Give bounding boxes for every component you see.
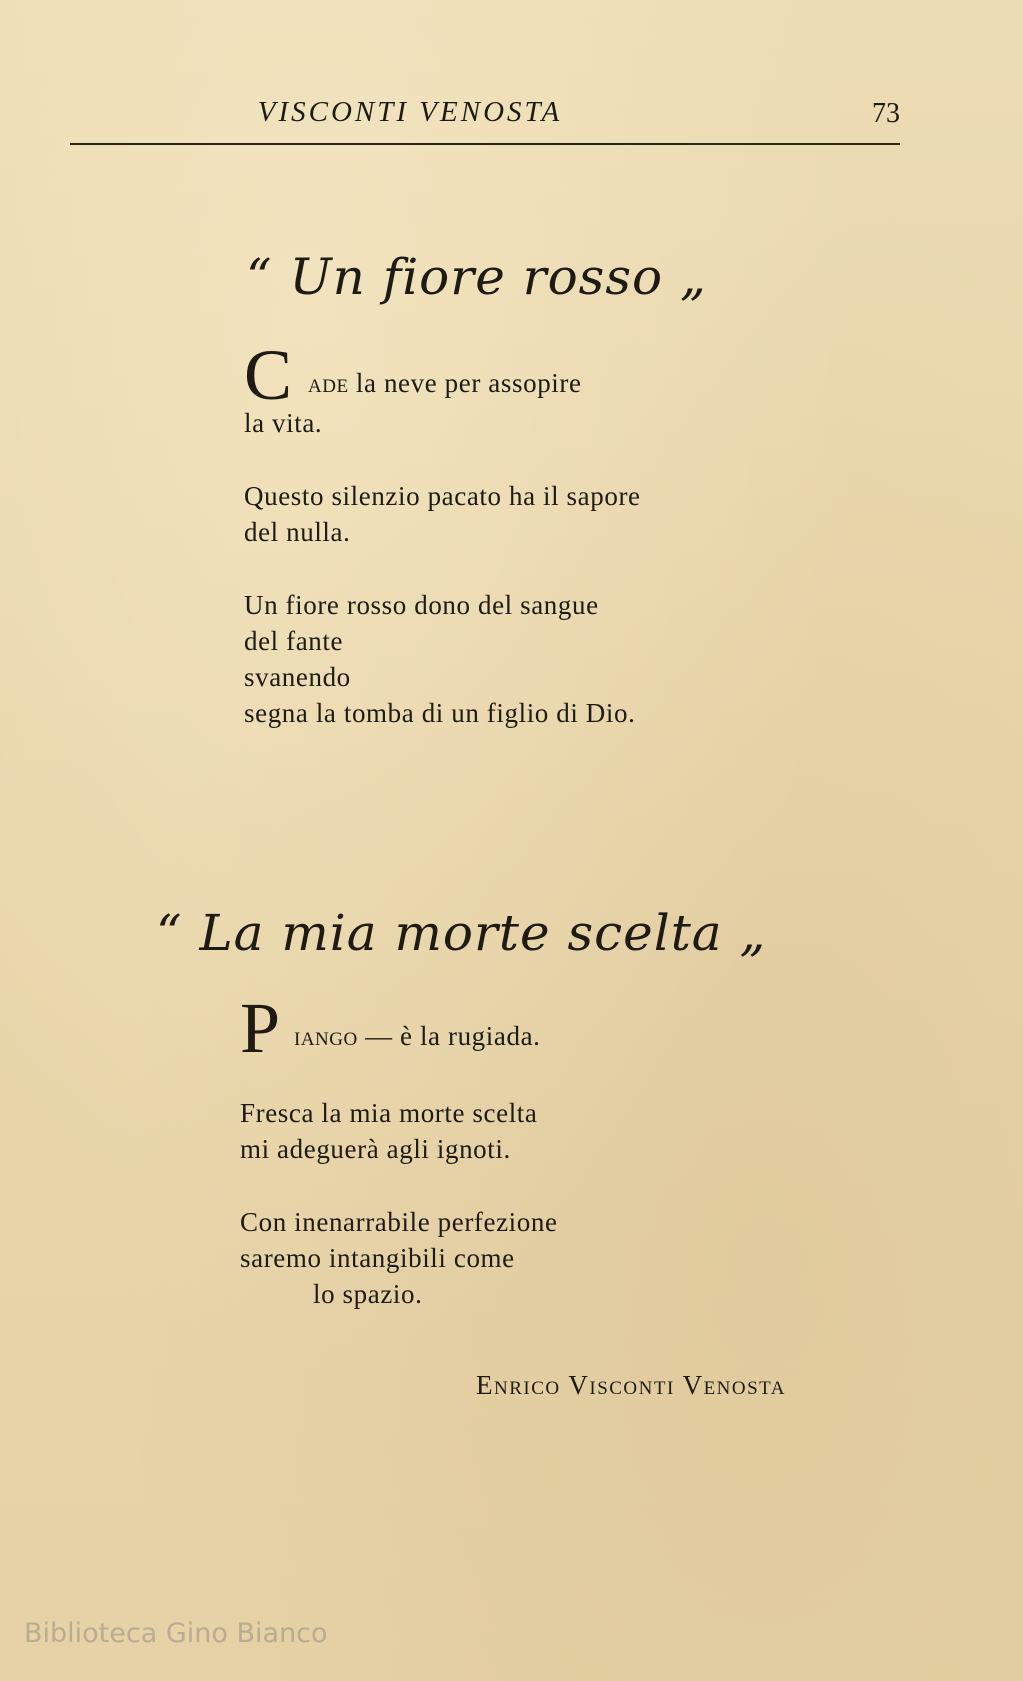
header-rule <box>70 143 900 145</box>
running-header <box>70 92 900 144</box>
verse-line: del fante <box>244 626 344 656</box>
verse-line: segna la tomba di un figlio di Dio. <box>244 698 636 728</box>
author-signature: Enrico Visconti Venosta <box>476 1370 786 1400</box>
running-title: VISCONTI VENOSTA <box>257 96 563 128</box>
first-word-smallcaps: iango <box>294 1021 358 1051</box>
stanza-break <box>244 550 641 587</box>
drop-cap: P <box>240 988 281 1068</box>
verse-line: svanendo <box>244 662 351 692</box>
first-line-rest: — è la rugiada. <box>357 1021 541 1051</box>
library-watermark: Biblioteca Gino Bianco <box>24 1618 328 1649</box>
stanza-break <box>240 1058 558 1095</box>
drop-cap: C <box>244 335 293 415</box>
poem-body-un-fiore-rosso <box>244 335 641 731</box>
verse-line: Un fiore rosso dono del sangue <box>244 590 599 620</box>
verse-line: Con inenarrabile perfezione <box>240 1207 558 1237</box>
first-line-text <box>308 365 582 401</box>
poem-title-la-mia-morte-scelta: “ La mia morte scelta „ <box>156 904 767 962</box>
poem-body-la-mia-morte-scelta <box>240 988 558 1312</box>
stanza-break <box>240 1167 558 1204</box>
poem-first-line <box>244 335 641 415</box>
stanza-break <box>244 441 641 478</box>
verse-line: Fresca la mia morte scelta <box>240 1098 538 1128</box>
verse-line: Questo silenzio pacato ha il sapore <box>244 481 641 511</box>
first-word-smallcaps: ade <box>308 368 349 398</box>
poem-first-line <box>240 988 558 1068</box>
verse-line-indented: lo spazio. <box>313 1279 423 1309</box>
verse-line: del nulla. <box>244 517 351 547</box>
verse-line: la vita. <box>244 408 323 438</box>
page-number: 73 <box>872 98 900 129</box>
first-line-rest: la neve per assopire <box>348 368 582 398</box>
first-line-text <box>294 1018 541 1054</box>
poem-title-un-fiore-rosso: “ Un fiore rosso „ <box>246 248 707 306</box>
verse-line: mi adeguerà agli ignoti. <box>240 1134 511 1164</box>
verse-line: saremo intangibili come <box>240 1243 515 1273</box>
